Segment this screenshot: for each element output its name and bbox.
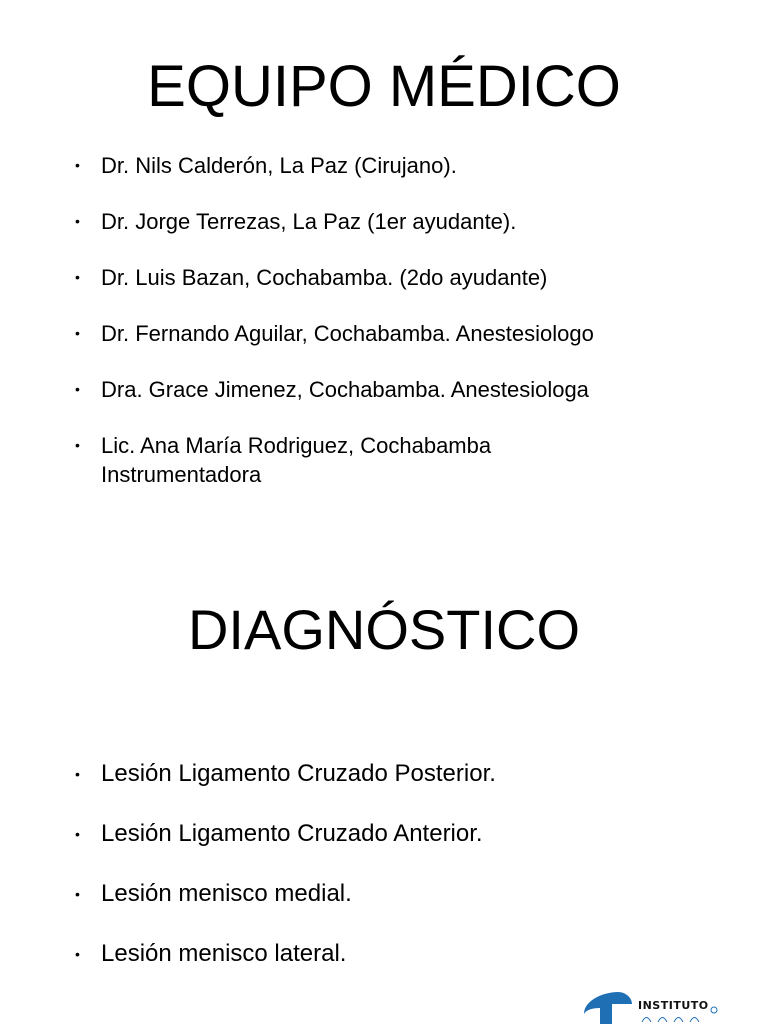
list-item [75,151,735,180]
team-member-text: Dra. Grace Jimenez, Cochabamba. Anestesiologa [101,377,589,402]
list-item [75,938,735,970]
bullet-icon: • [75,325,80,341]
team-member-text: Dr. Fernando Aguilar, Cochabamba. Anestesiologo [101,321,594,346]
list-item [75,878,735,910]
institute-logo [582,992,732,1024]
list-item [75,319,735,348]
team-section-title: EQUIPO MÉDICO [147,54,621,119]
team-member-text: Lic. Ana María Rodriguez, Cochabamba [101,433,492,458]
bullet-icon: • [75,766,80,782]
bullet-icon: • [75,213,80,229]
diagnosis-text: Lesión Ligamento Cruzado Anterior. [101,820,483,847]
bullet-icon: • [75,886,80,902]
diagnosis-text: Lesión Ligamento Cruzado Posterior. [101,760,496,787]
list-item [75,818,735,850]
diagnosis-section-title: DIAGNÓSTICO [187,598,581,661]
list-item [75,207,735,236]
team-member-text: Dr. Nils Calderón, La Paz (Cirujano). [101,153,457,178]
list-item [75,375,735,404]
diagnosis-list [75,758,735,998]
bullet-icon: • [75,437,80,453]
list-item [75,758,735,790]
list-item [75,263,735,292]
bullet-icon: • [75,381,80,397]
diagnosis-text: Lesión menisco lateral. [101,940,347,967]
team-list [75,151,735,516]
bullet-icon: • [75,269,80,285]
list-item [75,431,735,489]
logo-text: INSTITUTO [638,999,709,1012]
bullet-icon: • [75,157,80,173]
bullet-icon: • [75,946,80,962]
team-member-role: Instrumentadora [101,462,262,487]
diagnosis-text: Lesión menisco medial. [101,880,352,907]
bullet-icon: • [75,826,80,842]
team-member-text: Dr. Jorge Terrezas, La Paz (1er ayudante). [101,209,517,234]
team-member-text: Dr. Luis Bazan, Cochabamba. (2do ayudante) [101,265,548,290]
